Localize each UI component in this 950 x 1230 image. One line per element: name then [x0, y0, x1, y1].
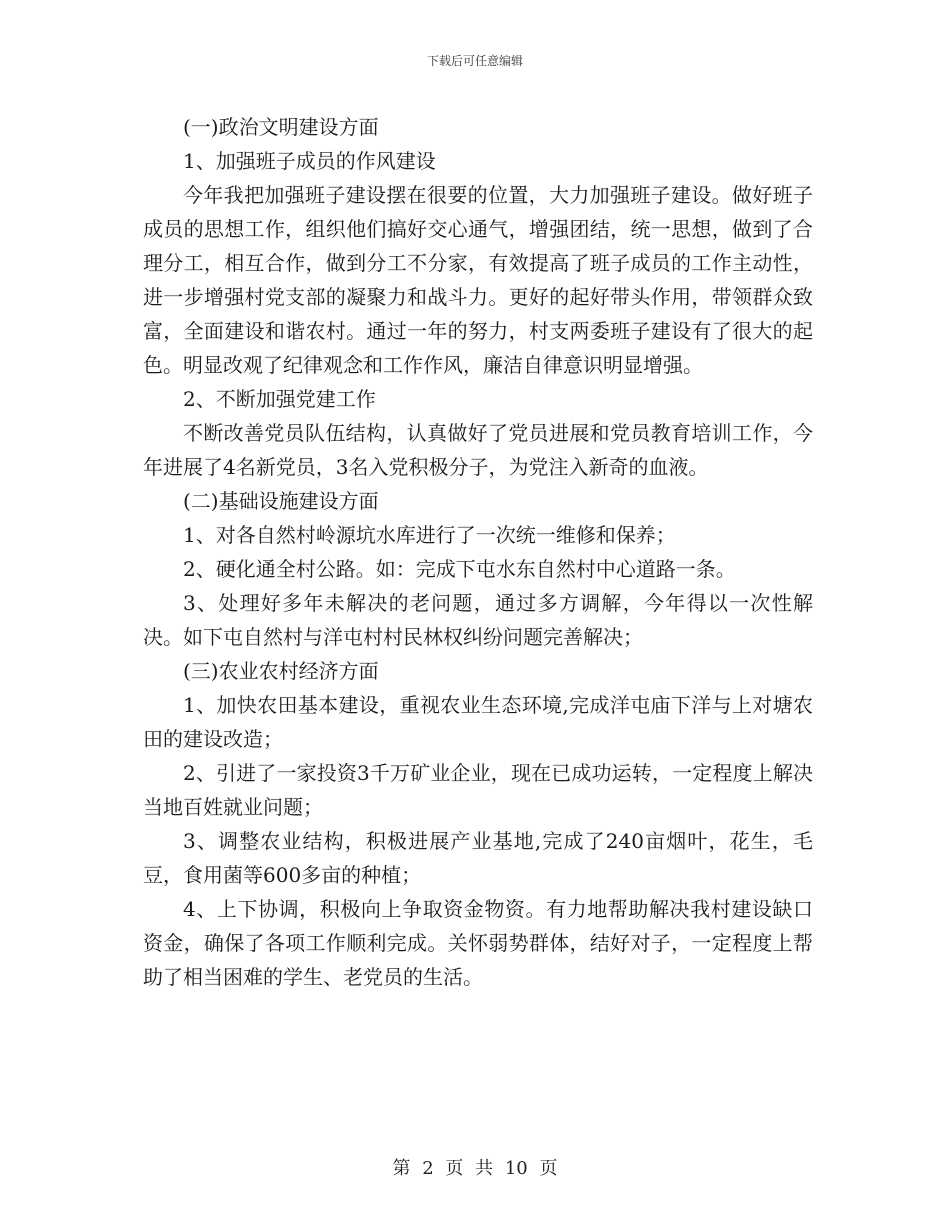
subsection-heading: 2、不断加强党建工作	[183, 387, 376, 411]
section-heading: (三)农业农村经济方面	[183, 659, 379, 683]
list-item: 4、上下协调，积极向上争取资金物资。有力地帮助解决我村建设缺口资金，确保了各项工作顺利完成。关怀弱势群体，结好对子，一定程度上帮助了相当困难的学生、老党员的生活。	[143, 897, 813, 989]
document-body	[143, 110, 813, 994]
list-item: 2、硬化通全村公路。如：完成下屯水东自然村中心道路一条。	[183, 557, 736, 581]
body-paragraph: 不断改善党员队伍结构，认真做好了党员进展和党员教育培训工作，今年进展了4名新党员，3名入党积极分子，为党注入新奇的血液。	[143, 421, 813, 479]
page-header: 下载后可任意编辑	[426, 54, 523, 68]
list-item: 1、加快农田基本建设，重视农业生态环境,完成洋屯庙下洋与上对塘农田的建设改造；	[143, 693, 813, 751]
body-paragraph: 今年我把加强班子建设摆在很要的位置，大力加强班子建设。做好班子成员的思想工作，组织他们搞好交心通气，增强团结，统一思想，做到了合理分工，相互合作，做到分工不分家，有效提高了班子成员的工作主动性，进一步增强村党支部的凝聚力和战斗力。更好的起好带头作用，带领群众致富，全面建设和谐农村。通过一年的努力，村支两委班子建设有了很大的起色。明显改观了纪律观念和工作作风，廉洁自律意识明显增强。	[143, 183, 813, 377]
page-number-footer: 第 2 页 共 10 页	[392, 1158, 558, 1179]
section-heading: (二)基础设施建设方面	[183, 489, 379, 513]
subsection-heading: 1、加强班子成员的作风建设	[183, 149, 436, 173]
list-item: 1、对各自然村岭源坑水库进行了一次统一维修和保养；	[183, 523, 676, 547]
section-heading: (一)政治文明建设方面	[183, 115, 379, 139]
list-item: 3、调整农业结构，积极进展产业基地,完成了240亩烟叶，花生，毛豆，食用菌等600多亩的种植；	[143, 829, 813, 887]
list-item: 2、引进了一家投资3千万矿业企业，现在已成功运转，一定程度上解决当地百姓就业问题；	[143, 761, 813, 819]
list-item: 3、处理好多年未解决的老问题，通过多方调解，今年得以一次性解决。如下屯自然村与洋屯村村民林权纠纷问题完善解决；	[143, 591, 813, 649]
